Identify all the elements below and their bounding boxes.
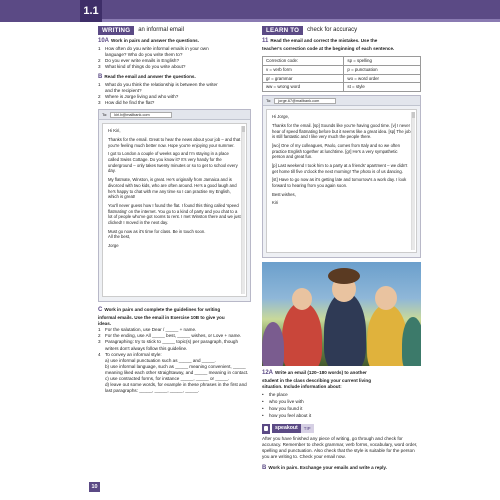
section-tag: WRITING xyxy=(98,26,134,35)
email-header: To: kiri.b@mailbank.com xyxy=(99,110,250,120)
left-column xyxy=(98,26,251,394)
speakout-tip-text: After you have finished any piece of writing, go through and check for accuracy. Remember to check grammar, verb forms, vocabulary, word order, spelling and punctuation. Also check that the style is suitable for the person you are writing to. Check your email now. xyxy=(262,435,418,459)
top-rule xyxy=(102,19,500,22)
writing-header xyxy=(98,26,251,35)
guideline-4a: a) use informal punctuation such as _____ and _____. xyxy=(105,357,216,363)
email-body: Hi Jorge, Thanks for the email. [sp] Sounds like you're having good time. [v] I never hear of speed flatmating before but it seems like a great idea. [sp] The job is still fantastic and I like very much the people there. [wo] One of my colleagues, Paolo, comes from Italy and so we often practice English together at lunchtime. [gr] He's a very sympathetic person and great fun. [p] Last weekend I took him to a party at a friends' apartment – we didn't get home till five o'clock the next morning! The photo is of us dancing. [st] Have to go now as it's getting late and tomorrow's a work day. I look forward to hearing from you again soon. Best wishes, Kiri xyxy=(266,109,417,253)
b-question-1: 1 What do you think the relationship is between the writer and the recipient? xyxy=(98,82,218,94)
list-item: • how you feel about it xyxy=(262,413,421,419)
table-row: v = verb form p = punctuation xyxy=(263,65,421,74)
list-item: • who you live with xyxy=(262,399,421,405)
learn-to-header xyxy=(262,26,421,35)
list-item: • how you found it xyxy=(262,406,421,412)
to-address-field[interactable]: kiri.b@mailbank.com xyxy=(110,112,172,118)
page-number: 10 xyxy=(89,482,100,492)
table-row: ww = wrong word st = style xyxy=(263,83,421,92)
dancing-photo xyxy=(262,262,421,366)
to-address-field[interactable]: jorge.67@mailbank.com xyxy=(274,98,336,104)
task-10b: B Read the email and answer the questions. xyxy=(98,74,196,81)
task-12a: 12A Write an email (120–180 words) to another student in the class describing your current living situation. Include information about: xyxy=(262,370,371,390)
guideline-2: 2 For the ending, use All _____ best, _____ wishes, or Love + name. xyxy=(98,333,242,339)
scrollbar[interactable] xyxy=(411,112,415,250)
b-question-2: 2 Where is Jorge living and who with? xyxy=(98,94,179,100)
guideline-4c: c) use contracted forms, for instance _____, _____ or _____. xyxy=(105,375,230,381)
guideline-4d: d) leave out some words, for example in these phrases in the first and last paragraphs: _____, _____, _____, _____. xyxy=(105,381,247,393)
email-window-jorge xyxy=(98,109,251,302)
email-header: To: jorge.67@mailbank.com xyxy=(263,96,420,106)
b-question-3: 3 How did he find the flat? xyxy=(98,100,155,106)
scrollbar[interactable] xyxy=(241,126,245,294)
bullet-list xyxy=(262,392,421,419)
guideline-4: 4 To convey an informal style: xyxy=(98,351,162,357)
task-10a: 10A Work in pairs and answer the questions. xyxy=(98,38,199,44)
section-tag: LEARN TO xyxy=(262,26,303,35)
question-3: 3 What kind of things do you write about? xyxy=(98,64,186,70)
guideline-3: 3 Paragraphing: try to stick to _____ topic(s) per paragraph, though writers don't always follow this guideline. xyxy=(98,339,239,351)
question-1: 1 How often do you write informal emails in your own language? Who do you write them to? xyxy=(98,45,209,57)
section-subtitle: an informal email xyxy=(138,26,184,33)
correction-code-table xyxy=(262,56,421,92)
unit-number: 1.1 xyxy=(80,0,102,22)
question-2: 2 Do you ever write emails in English? xyxy=(98,58,180,64)
email-body: Hi Kiri, Thanks for the email. Great to hear the news about your job – and that you're feeling much better now. Hope you're enjoying your summer. I got to London a couple of weeks ago and I'm staying in a place called Swiss Cottage. Do you know it? It's very handy for the underground – only takes twenty minutes or so to get to school every day. My flatmate, Winston, is great. He's originally from Jamaica and is divorced with two kids, who are often around. He's a good laugh and he's happy to chat with me any time so I can practise my English, which is great! You'll never guess how I found the flat. I found this thing called 'speed flatmating' on the internet. You go to a kind of party and you chat to a lot of people who've got rooms to rent. I met Winston there and we just clicked! I moved in the next day. Must go now as it's time for class. Be in touch soon. All the best, Jorge xyxy=(102,123,247,297)
speech-bubble-icon xyxy=(262,424,270,434)
speakout-tip-header: speakout TIP xyxy=(262,424,421,434)
task-11: 11 Read the email and correct the mistakes. Use the teacher's correction code at the beginning of each sentence. xyxy=(262,38,395,51)
right-column xyxy=(262,26,421,473)
guideline-4b: b) use informal language, such as _____ meaning convenient, _____ meaning liked each other straightaway, and _____ meaning in contact. xyxy=(105,363,249,375)
task-10c: C Work in pairs and complete the guidelines for writing informal emails. Use the email in Exercise 10B to give you ideas. xyxy=(98,307,225,327)
guideline-1: 1 For the salutation, use Dear / _____ + name. xyxy=(98,327,197,333)
task-12b: B Work in pairs. Exchange your emails and write a reply. xyxy=(262,464,387,471)
table-row: Correction code: sp = spelling xyxy=(263,56,421,65)
list-item: • the place xyxy=(262,392,421,398)
section-subtitle: check for accuracy xyxy=(307,26,358,33)
table-row: gr = grammar wo = word order xyxy=(263,74,421,83)
email-window-kiri xyxy=(262,95,421,258)
